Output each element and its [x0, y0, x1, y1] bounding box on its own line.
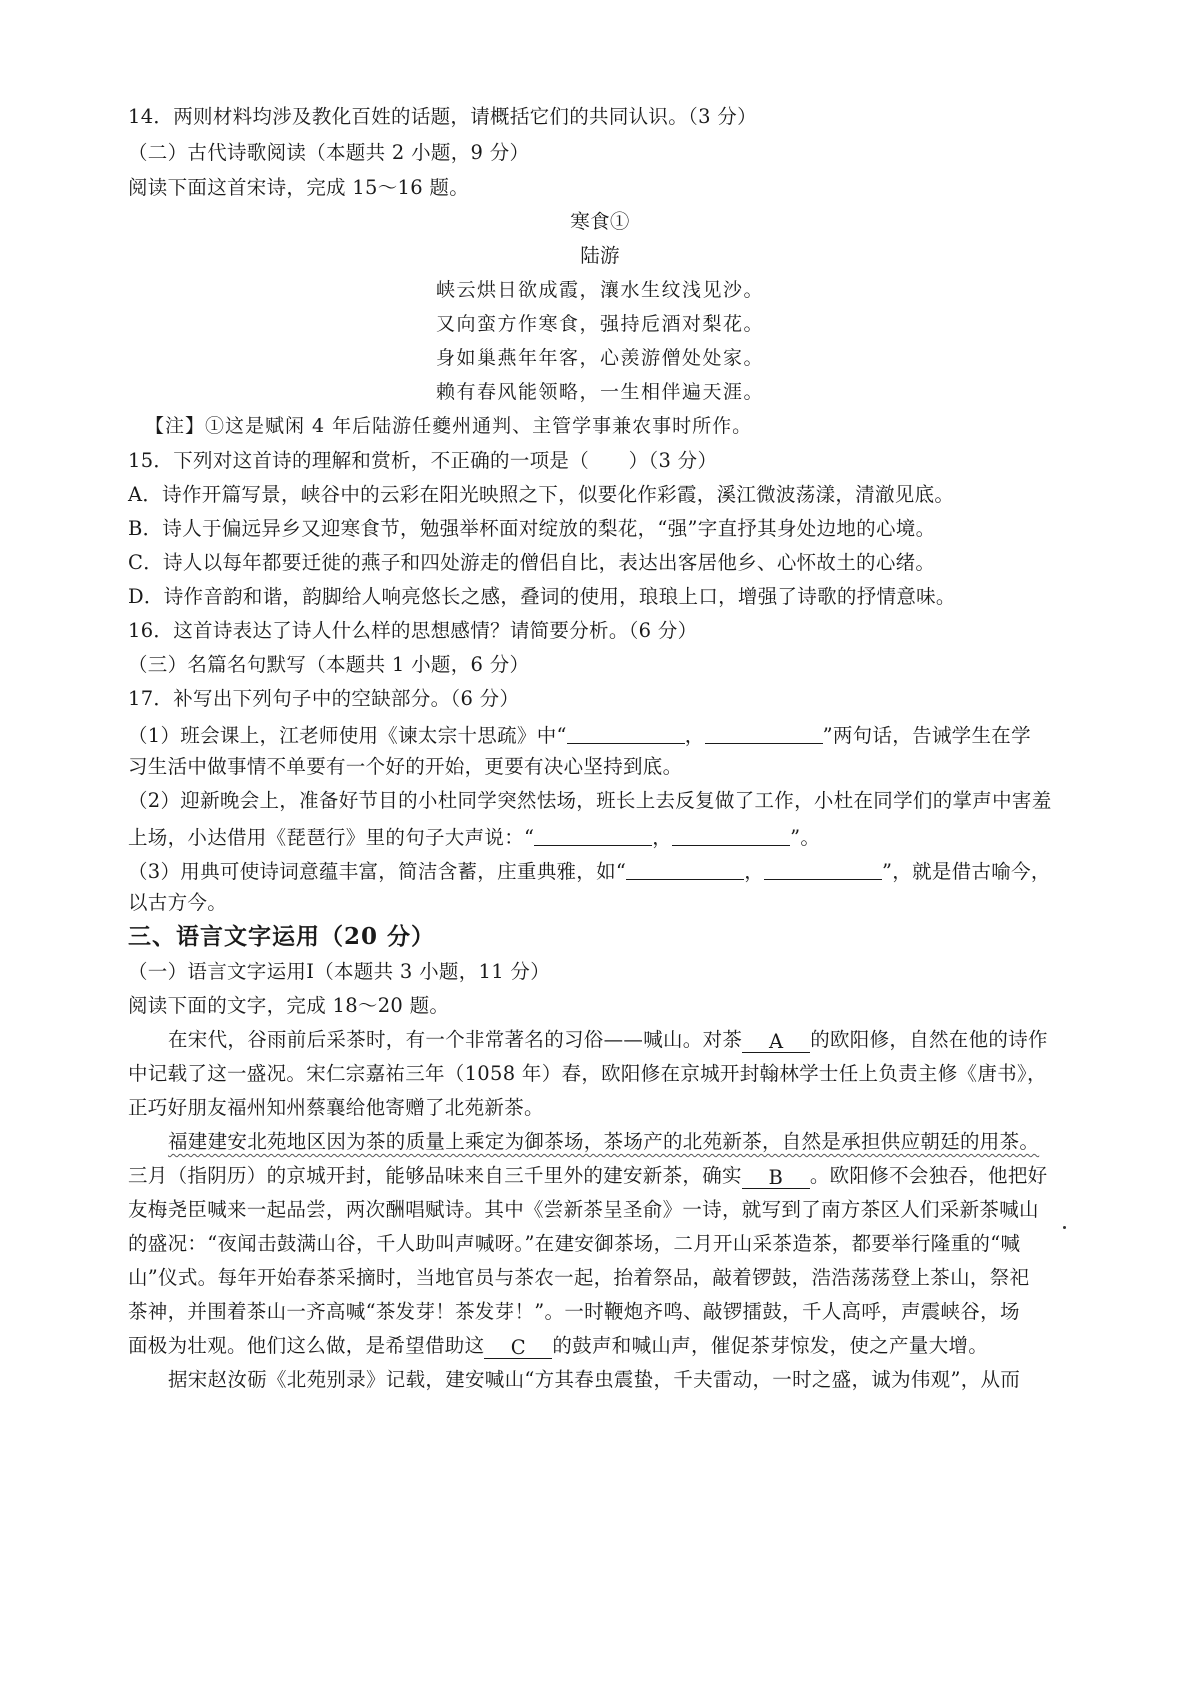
passage-line: 友梅尧臣喊来一起品尝，两次酬唱赋诗。其中《尝新茶呈圣俞》一诗，就写到了南方茶区人们采新茶喊山	[128, 1198, 1039, 1221]
question-17-stem: 17．补写出下列句子中的空缺部分。（6 分）	[128, 687, 520, 710]
question-17-item-3: （3）用典可使诗词意蕴丰富，简洁含蓄，庄重典雅，如“ ， ”，就是借古喻今，	[128, 860, 1051, 883]
section-poetry-heading: （二）古代诗歌阅读（本题共 2 小题，9 分）	[128, 141, 530, 164]
passage-line: 面极为壮观。他们这么做，是希望借助这 C 的鼓声和喊山声，催促茶芽惊发，使之产量大增。	[128, 1334, 989, 1359]
fill-blank[interactable]	[705, 725, 823, 744]
blank-c[interactable]: C	[484, 1338, 552, 1359]
question-15-option-c: C．诗人以每年都要迁徙的燕子和四处游走的僧侣自比，表达出客居他乡、心怀故土的心绪。	[128, 551, 936, 574]
question-14: 14．两则材料均涉及教化百姓的话题，请概括它们的共同认识。（3 分）	[128, 105, 757, 128]
poem-line: 又向蛮方作寒食，强持卮酒对梨花。	[435, 313, 764, 335]
emphasis-dot	[1063, 1226, 1066, 1229]
blank-b[interactable]: B	[742, 1168, 810, 1189]
question-15-option-b: B．诗人于偏远异乡又迎寒食节，勉强举杯面对绽放的梨花，“强”字直抒其身处边地的心境。	[128, 517, 936, 540]
question-17-item-1-cont: 习生活中做事情不单要有一个好的开始，更要有决心坚持到底。	[128, 755, 683, 778]
passage-line: 正巧好朋友福州知州蔡襄给他寄赠了北苑新茶。	[128, 1096, 544, 1119]
passage-line: 据宋赵汝砺《北苑别录》记载，建安喊山“方其春虫震蛰，千夫雷动，一时之盛，诚为伟观”，从而	[168, 1368, 1021, 1391]
passage-wavy-sentence: 福建建安北苑地区因为茶的质量上乘定为御茶场，茶场产的北苑新茶，自然是承担供应朝廷的用茶。	[168, 1130, 1040, 1153]
language-section-heading: （一）语言文字运用Ⅰ（本题共 3 小题，11 分）	[128, 960, 551, 983]
poem-title: 寒食①	[570, 210, 630, 233]
poem-line: 赖有春风能领略，一生相伴遍天涯。	[435, 381, 764, 403]
question-16: 16．这首诗表达了诗人什么样的思想感情？请简要分析。（6 分）	[128, 619, 698, 642]
passage-line: 三月（指阴历）的京城开封，能够品味来自三千里外的建安新茶，确实 B 。欧阳修不会独吞，他把好	[128, 1164, 1048, 1189]
passage-line: 山”仪式。每年开始春茶采摘时，当地官员与茶农一起，抬着祭品，敲着锣鼓，浩浩荡荡登上茶山，祭祀	[128, 1266, 1030, 1289]
part-3-heading: 三、语言文字运用（20 分）	[128, 923, 436, 950]
fill-blank[interactable]	[626, 861, 744, 880]
poem-author: 陆游	[580, 244, 620, 267]
passage-line: 茶神，并围着茶山一齐高喊“茶发芽！茶发芽！”。一时鞭炮齐鸣、敲锣擂鼓，千人高呼，声震峡谷，场	[128, 1300, 1020, 1323]
blank-a[interactable]: A	[742, 1032, 810, 1053]
language-instruction: 阅读下面的文字，完成 18～20 题。	[128, 994, 450, 1017]
passage-line: 的盛况：“夜闻击鼓满山谷，千人助叫声喊呀。”在建安御茶场，二月开山采茶造茶，都要举行隆重的“喊	[128, 1232, 1021, 1255]
section-dictation-heading: （三）名篇名句默写（本题共 1 小题，6 分）	[128, 653, 530, 676]
passage-line: 在宋代，谷雨前后采茶时，有一个非常著名的习俗——喊山。对茶 A 的欧阳修，自然在他的诗作	[168, 1028, 1048, 1053]
fill-blank[interactable]	[764, 861, 882, 880]
fill-blank[interactable]	[534, 827, 652, 846]
poem-line: 身如巢燕年年客，心羡游僧处处家。	[435, 347, 764, 369]
question-17-item-3-cont: 以古方今。	[128, 891, 228, 914]
poetry-instruction: 阅读下面这首宋诗，完成 15～16 题。	[128, 176, 470, 199]
poem-line: 峡云烘日欲成霞，瀼水生纹浅见沙。	[435, 279, 764, 301]
fill-blank[interactable]	[672, 827, 790, 846]
poem-note: 【注】①这是赋闲 4 年后陆游任夔州通判、主管学事兼农事时所作。	[145, 415, 753, 437]
fill-blank[interactable]	[567, 725, 685, 744]
question-15-option-a: A．诗作开篇写景，峡谷中的云彩在阳光映照之下，似要化作彩霞，溪江微波荡漾，清澈见底。	[128, 483, 955, 506]
question-17-item-2-cont: 上场，小达借用《琵琶行》里的句子大声说：“ ， ”。	[128, 826, 821, 849]
question-15-stem: 15．下列对这首诗的理解和赏析，不正确的一项是（ ）（3 分）	[128, 449, 718, 472]
passage-line: 中记载了这一盛况。宋仁宗嘉祐三年（1058 年）春，欧阳修在京城开封翰林学士任上负责主修《唐书》，	[128, 1062, 1047, 1085]
question-17-item-1: （1）班会课上，江老师使用《谏太宗十思疏》中“ ， ”两句话，告诫学生在学	[128, 724, 1031, 747]
question-15-option-d: D．诗作音韵和谐，韵脚给人响亮悠长之感，叠词的使用，琅琅上口，增强了诗歌的抒情意味。	[128, 585, 956, 608]
question-17-item-2: （2）迎新晚会上，准备好节目的小杜同学突然怯场，班长上去反复做了工作，小杜在同学们的掌声中害羞	[128, 789, 1052, 812]
